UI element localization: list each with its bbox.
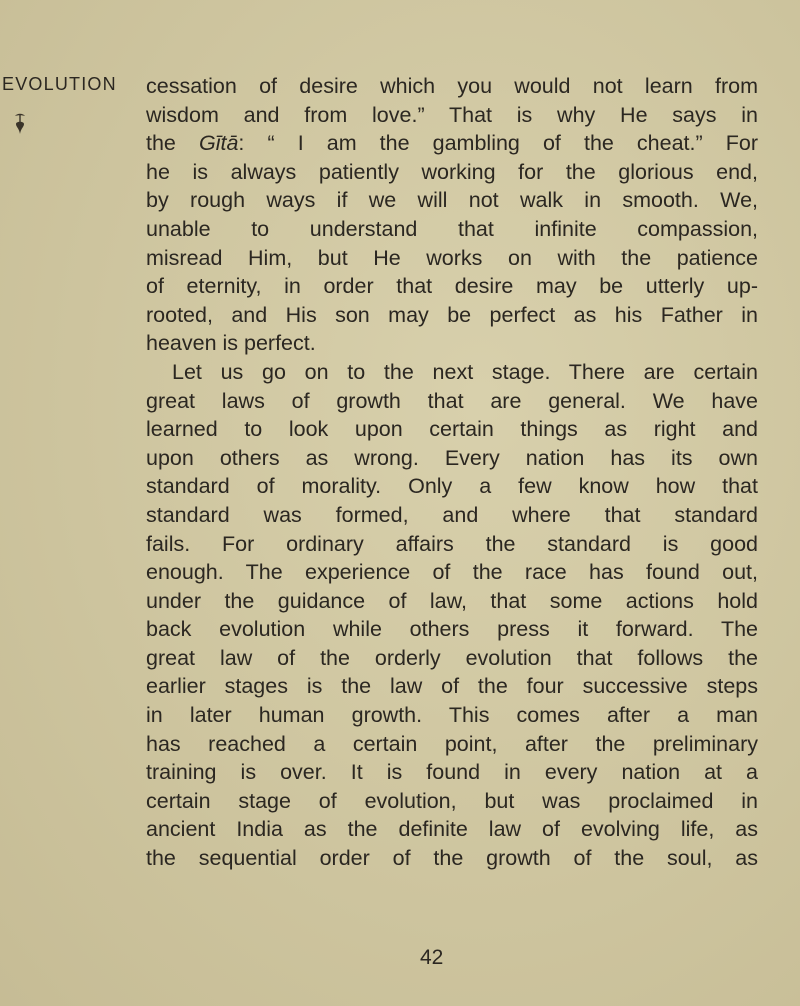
- text-segment: the: [146, 131, 199, 156]
- text-line: back evolution while others press it forward. The: [146, 617, 758, 642]
- text-line: heaven is perfect.: [146, 331, 316, 356]
- body-text: [146, 72, 758, 873]
- text-line: [146, 129, 758, 158]
- text-line: under the guidance of law, that some actions hold: [146, 588, 758, 613]
- text-line: wisdom and from love.” That is why He says in: [146, 102, 758, 127]
- page-number: 42: [420, 946, 444, 969]
- text-line: training is over. It is found in every nation at a: [146, 760, 758, 785]
- text-line: ancient India as the definite law of evolving life, as: [146, 817, 758, 842]
- gita-title: Gītā: [198, 131, 239, 156]
- text-line: of eternity, in order that desire may be utterly up-: [146, 274, 758, 299]
- text-line: by rough ways if we will not walk in smooth. We,: [146, 188, 758, 213]
- text-line: fails. For ordinary affairs the standard is good: [146, 531, 758, 556]
- text-line: Let us go on to the next stage. There are certain: [172, 359, 758, 384]
- text-line: rooted, and His son may be perfect as his Father in: [146, 302, 758, 327]
- text-line: earlier stages is the law of the four successive steps: [146, 674, 758, 699]
- text-line: learned to look upon certain things as right and: [146, 417, 758, 442]
- running-head: EVOLUTION: [2, 74, 117, 94]
- text-line: he is always patiently working for the glorious end,: [146, 159, 758, 184]
- text-line: in later human growth. This comes after a man: [146, 703, 758, 728]
- text-line: unable to understand that infinite compassion,: [146, 216, 758, 241]
- text-line: the sequential order of the growth of the soul, as: [146, 846, 758, 871]
- text-segment: : “ I am the gambling of the cheat.” For: [238, 131, 758, 156]
- text-line: certain stage of evolution, but was proclaimed in: [146, 788, 758, 813]
- text-line: misread Him, but He works on with the patience: [146, 245, 758, 270]
- flower-ornament-icon: [12, 112, 28, 138]
- text-line: cessation of desire which you would not learn from: [146, 74, 758, 98]
- text-line: standard of morality. Only a few know how that: [146, 474, 758, 499]
- text-line: enough. The experience of the race has found out,: [146, 560, 758, 585]
- text-line: has reached a certain point, after the preliminary: [146, 731, 758, 756]
- text-line: standard was formed, and where that standard: [146, 502, 758, 527]
- text-line: great law of the orderly evolution that follows the: [146, 645, 758, 670]
- text-line: upon others as wrong. Every nation has its own: [146, 445, 758, 470]
- text-line: great laws of growth that are general. We have: [146, 388, 758, 413]
